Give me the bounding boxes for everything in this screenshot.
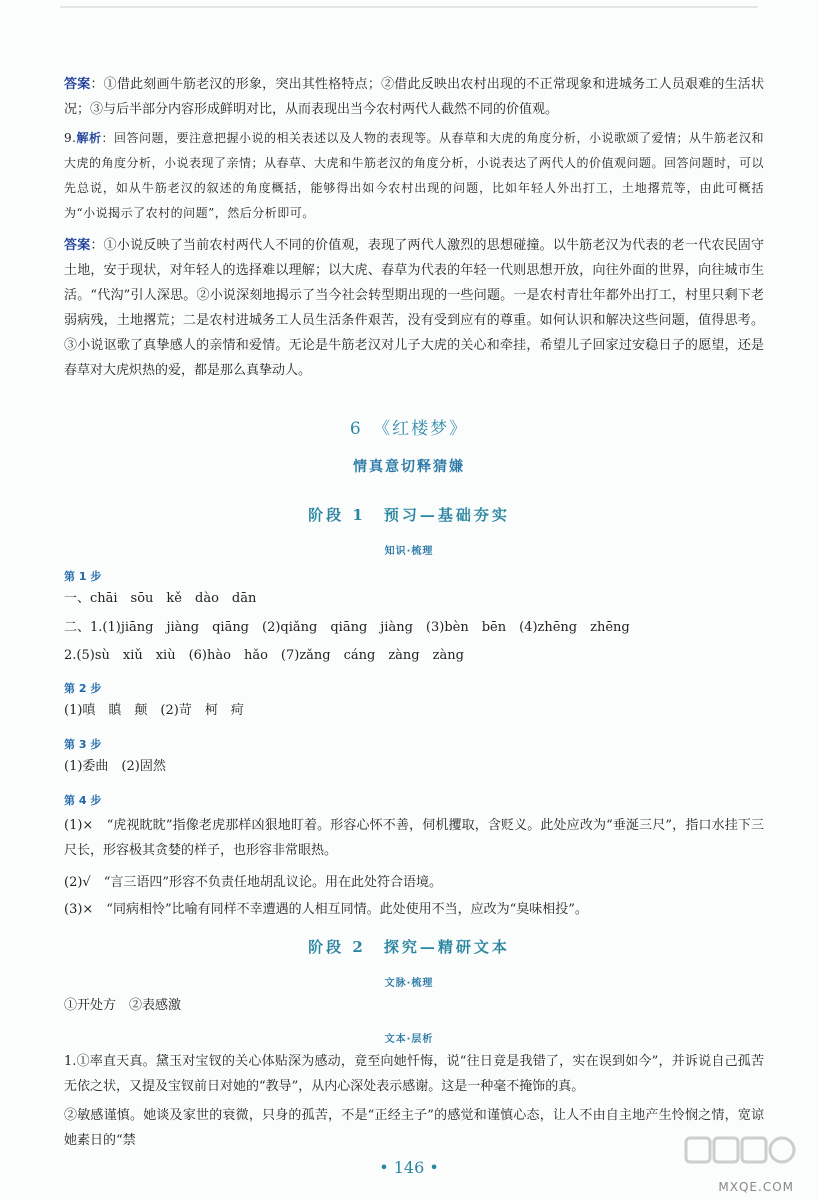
q9-answer-text: ：①小说反映了当前农村两代人不同的价值观，表现了两代人激烈的思想碰撞。以牛筋老汉为代表的老一代农民固守土地，安于现状，对年轻人的选择难以理解；以大虎、春草为代表的年轻一代则思想开放，向往外面的世界，向往城市生活。“代沟”引人深思。②小说深刻地揭示了当今社会转型期出现的一些问题。一是农村青壮年都外出打工，村里只剩下老弱病残，土地撂荒；二是农村进城务工人员生活条件艰苦，没有受到应有的尊重。如何认识和解决这些问题，值得思考。③小说讴歌了真挚感人的亲情和爱情。无论是牛筋老汉对儿子大虎的关心和牵挂，希望儿子回家过安稳日子的愿望，还是春草对大虎炽热的爱，都是那么真挚动人。 <box>64 238 764 378</box>
stage-2-title: 阶段 2 探究—精研文本 <box>308 938 510 956</box>
chapter-title: 6 《红楼梦》 <box>349 419 469 439</box>
q9-analysis-text: ：回答问题，要注意把握小说的相关表述以及人物的表现等。从春草和大虎的角度分析，小说歌颂了爱情；从牛筋老汉和大虎的角度分析，小说表现了亲情；从春草、大虎和牛筋老汉的角度分析，小说表达了两代人的价值观问题。回答问题时，可以先总说，如从牛筋老汉的叙述的角度概括，能够得出如今农村出现的问题，比如年轻人外出打工，土地撂荒等，由此可概括为“小说揭示了农村的问题”，然后分析即可。 <box>64 131 765 220</box>
stage-2-para-1: 1.①率直天真。黛玉对宝钗的关心体贴深为感动，竟至向她忏悔，说“往日竟是我错了，实在误到如今”，并诉说自己孤苦无依之状，又提及宝钗前日对她的“教导”，从内心深处表示感谢。这是一种毫不掩饰的真。 <box>64 1054 764 1094</box>
chapter-subtitle: 情真意切释猜嫌 <box>353 459 465 475</box>
step-3-label: 第 3 步 <box>64 738 102 751</box>
q9-analysis <box>64 126 764 226</box>
stage-2-line-1: ①开处方 ②表感激 <box>64 998 182 1013</box>
step-4-label: 第 4 步 <box>64 794 102 807</box>
watermark-text: MXQE.COM <box>718 1180 794 1194</box>
stage-2-tag-2: 文本·层析 <box>384 1034 434 1045</box>
stage-2-tag-1: 文脉·梳理 <box>384 978 434 989</box>
step-2-label: 第 2 步 <box>64 682 102 695</box>
step-2-line-1: (1)嗔 瞋 颠 (2)苛 柯 疴 <box>64 703 244 718</box>
step-4-item-1: (1)× “虎视眈眈”指像老虎那样凶狠地盯着。形容心怀不善，伺机攫取，含贬义。此处应改为“垂涎三尺”，指口水挂下三尺长，形容极其贪婪的样子，也形容非常眼热。 <box>64 818 764 858</box>
q8-answer-text: ：①借此刻画牛筋老汉的形象，突出其性格特点；②借此反映出农村出现的不正常现象和进城务工人员艰难的生活状况；③与后半部分内容形成鲜明对比，从而表现出当今农村两代人截然不同的价值观。 <box>64 77 764 117</box>
step-4-item-3: (3)× “同病相怜”比喻有同样不幸遭遇的人相互同情。此处使用不当，应改为“臭味相投”。 <box>64 902 588 917</box>
stage-1-tag: 知识·梳理 <box>384 546 434 557</box>
stage-2-para-2: ②敏感谨慎。她谈及家世的衰微，只身的孤苦，不是“正经主子”的感觉和谨慎心态，让人不由自主地产生怜悯之情，宽谅她素日的“禁 <box>64 1108 764 1148</box>
step-4-item-2: (2)√ “言三语四”形容不负责任地胡乱议论。用在此处符合语境。 <box>64 875 442 890</box>
q9-answer <box>64 233 764 383</box>
step-1-label: 第 1 步 <box>64 570 102 583</box>
q8-answer <box>64 72 764 122</box>
step-1-line-2: 二、1.(1)jiāng jiàng qiāng (2)qiǎng qiāng jiàng (3)bèn bēn (4)zhēng zhēng <box>64 620 630 635</box>
analysis-label: 解析 <box>76 131 102 145</box>
answer-label: 答案 <box>64 77 91 92</box>
answer-label: 答案 <box>64 238 91 253</box>
step-1-line-3: 2.(5)sù xiǔ xiù (6)hào hǎo (7)zǎng cáng zàng zàng <box>64 648 464 663</box>
step-1-line-1: 一、chāi sōu kě dào dān <box>64 591 257 606</box>
page-number: • 146 • <box>379 1158 439 1177</box>
stage-1-title: 阶段 1 预习—基础夯实 <box>308 506 510 524</box>
step-3-line-1: (1)委曲 (2)固然 <box>64 759 166 774</box>
q9-number: 9. <box>64 131 77 145</box>
top-divider <box>60 6 758 8</box>
